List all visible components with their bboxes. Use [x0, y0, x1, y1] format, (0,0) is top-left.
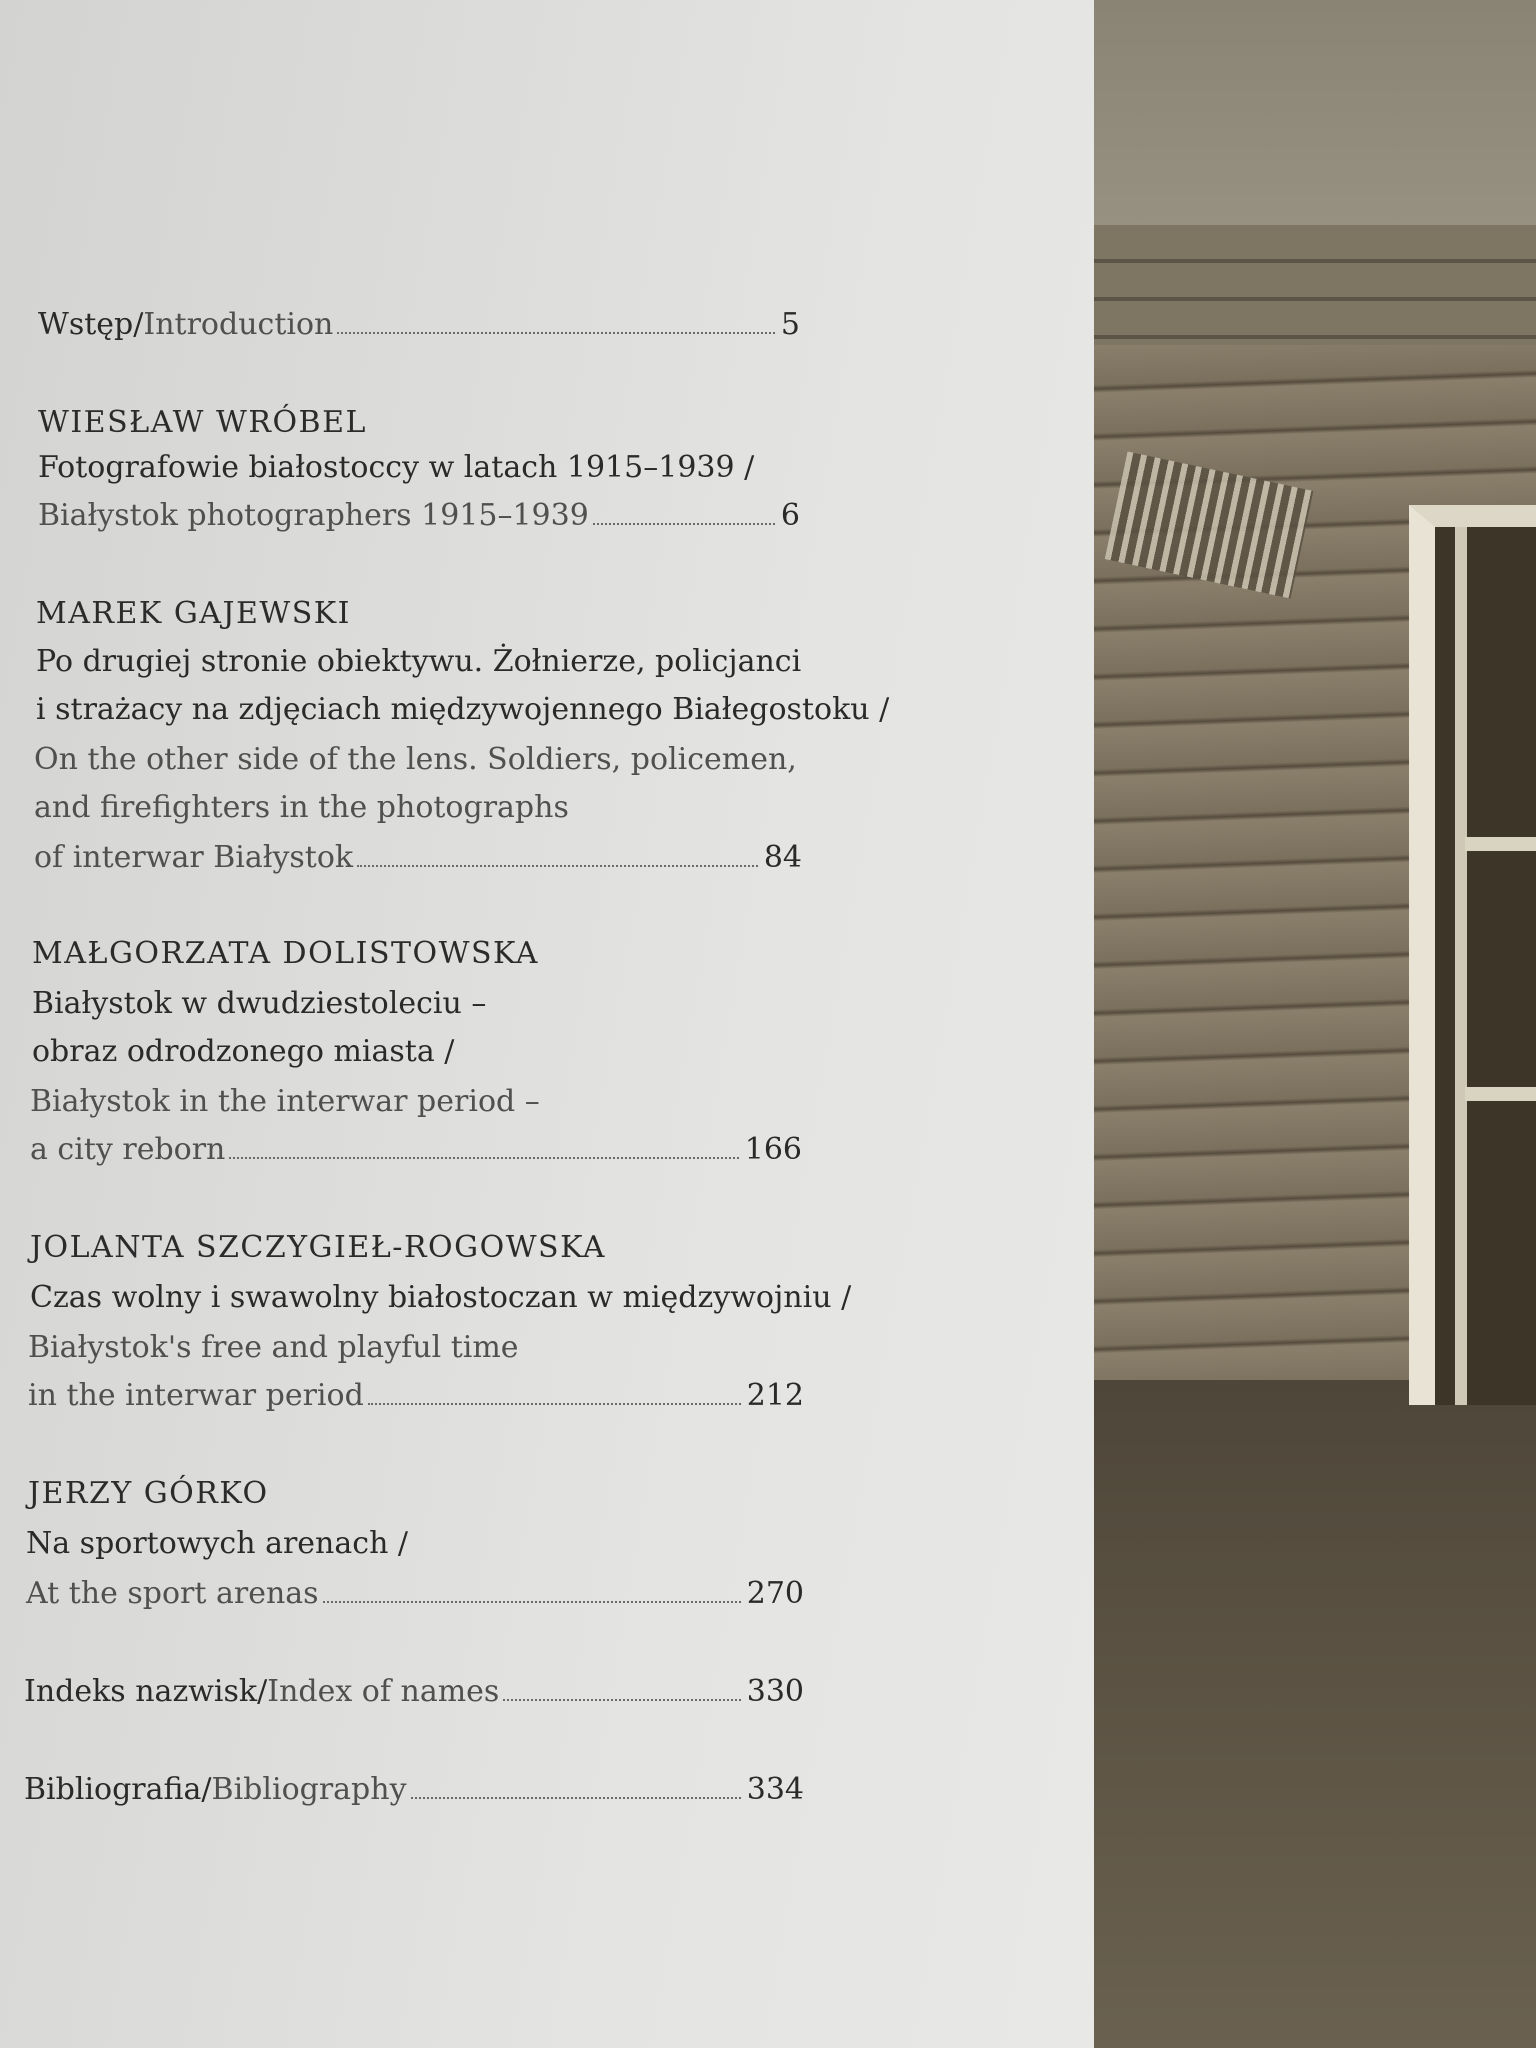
page-number: 5	[780, 307, 800, 342]
chapter-title-en: and firefighters in the photographs	[34, 790, 569, 825]
entry-title-en: Bibliography	[211, 1772, 407, 1807]
photo-sky	[1094, 0, 1536, 225]
entry-title-en: Introduction	[143, 307, 334, 342]
page-number: 270	[746, 1576, 804, 1611]
chapter-title-pl: Czas wolny i swawolny białostoczan w międzywojniu /	[30, 1280, 852, 1315]
page-number: 212	[746, 1378, 804, 1413]
author-name: JERZY GÓRKO	[28, 1476, 269, 1511]
entry-title-pl: Indeks nazwisk	[24, 1674, 258, 1709]
entry-title-en: Index of names	[267, 1674, 500, 1709]
dot-leader	[368, 1402, 741, 1405]
page-number: 6	[780, 498, 800, 533]
dot-leader	[357, 864, 758, 867]
photo-shadowed-base	[1094, 1380, 1536, 2048]
chapter-title-pl: Fotografowie białostoccy w latach 1915–1939 /	[38, 450, 755, 485]
toc-entry-index[interactable]	[24, 1672, 804, 1712]
page-number: 334	[746, 1772, 804, 1807]
author-name: MAŁGORZATA DOLISTOWSKA	[32, 936, 539, 971]
chapter-title-pl: obraz odrodzonego miasta /	[32, 1034, 455, 1069]
chapter-title-pl: Na sportowych arenach /	[26, 1526, 409, 1561]
chapter-title-en: On the other side of the lens. Soldiers, policemen,	[34, 742, 797, 777]
chapter-title-en: Białystok in the interwar period –	[30, 1084, 540, 1119]
dot-leader	[323, 1600, 741, 1603]
dot-leader	[229, 1156, 738, 1159]
page-number: 166	[744, 1132, 802, 1167]
toc-entry-introduction[interactable]	[38, 305, 800, 345]
chapter-title-pl: Białystok w dwudziestoleciu –	[32, 986, 487, 1021]
chapter-title-pl: Po drugiej stronie obiektywu. Żołnierze, policjanci	[36, 644, 802, 679]
chapter-title-pl: i strażacy na zdjęciach międzywojennego Białegostoku /	[36, 692, 890, 727]
chapter-title-en: Białystok photographers 1915–1939	[38, 498, 589, 533]
title-separator: /	[201, 1772, 212, 1807]
photo-window-pane-edge	[1455, 527, 1467, 1405]
photo-window-frame	[1409, 505, 1536, 1405]
facing-page-photograph	[1094, 0, 1536, 2048]
chapter-title-en: in the interwar period	[28, 1378, 364, 1413]
page-number: 84	[763, 840, 802, 875]
toc-entry-bibliography[interactable]	[24, 1770, 804, 1810]
author-name: MAREK GAJEWSKI	[36, 596, 352, 631]
dot-leader	[593, 522, 775, 525]
toc-entry-chapter[interactable]	[34, 838, 802, 878]
title-separator: /	[257, 1674, 268, 1709]
photo-roof-eave	[1094, 225, 1536, 345]
chapter-title-en: a city reborn	[30, 1132, 226, 1167]
toc-entry-chapter[interactable]	[38, 496, 800, 536]
entry-title-pl: Wstęp	[38, 307, 134, 342]
page-number: 330	[746, 1674, 804, 1709]
photo-window-mullion	[1465, 1087, 1536, 1101]
photo-window-mullion	[1465, 837, 1536, 851]
dot-leader	[503, 1698, 740, 1701]
author-name: JOLANTA SZCZYGIEŁ-ROGOWSKA	[30, 1230, 606, 1265]
toc-entry-chapter[interactable]	[30, 1130, 802, 1170]
chapter-title-en: of interwar Białystok	[34, 840, 354, 875]
title-separator: /	[133, 307, 144, 342]
chapter-title-en: At the sport arenas	[26, 1576, 319, 1611]
entry-title-pl: Bibliografia	[24, 1772, 202, 1807]
dot-leader	[411, 1796, 741, 1799]
toc-entry-chapter[interactable]	[28, 1376, 804, 1416]
chapter-title-en: Białystok's free and playful time	[28, 1330, 519, 1365]
toc-entry-chapter[interactable]	[26, 1574, 804, 1614]
dot-leader	[337, 331, 775, 334]
author-name: WIESŁAW WRÓBEL	[38, 405, 367, 440]
